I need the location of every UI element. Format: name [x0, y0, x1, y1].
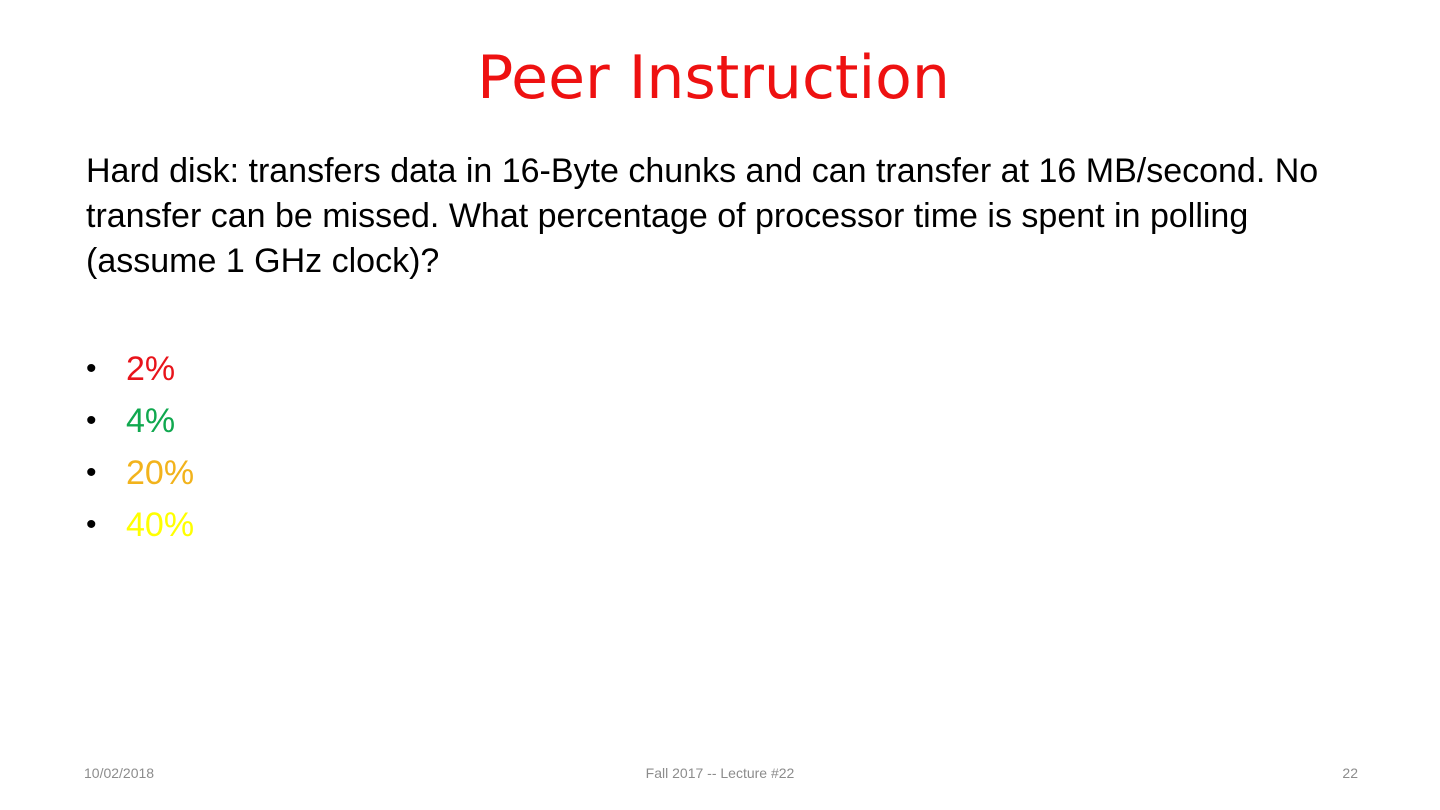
question-text: Hard disk: transfers data in 16-Byte chunks and can transfer at 16 MB/second. No transfer can be missed. What percentage of processor time is spent in polling (assume 1 GHz clock)? — [86, 152, 1319, 280]
answer-option — [86, 499, 194, 551]
slide-title: Peer Instruction — [477, 43, 950, 113]
answer-label: 2% — [126, 349, 176, 388]
bullet-icon: • — [86, 404, 97, 437]
answer-option — [86, 447, 194, 499]
answer-option — [86, 343, 194, 395]
bullet-icon: • — [86, 508, 97, 541]
footer-lecture: Fall 2017 -- Lecture #22 — [645, 765, 795, 781]
answer-label: 20% — [126, 453, 195, 492]
footer-date: 10/02/2018 — [84, 765, 155, 781]
slide-number: 22 — [1342, 765, 1358, 781]
answer-option — [86, 395, 194, 447]
answer-label: 40% — [126, 505, 195, 544]
bullet-icon: • — [86, 352, 97, 385]
answer-options — [86, 343, 194, 551]
answer-label: 4% — [126, 401, 176, 440]
bullet-icon: • — [86, 456, 97, 489]
